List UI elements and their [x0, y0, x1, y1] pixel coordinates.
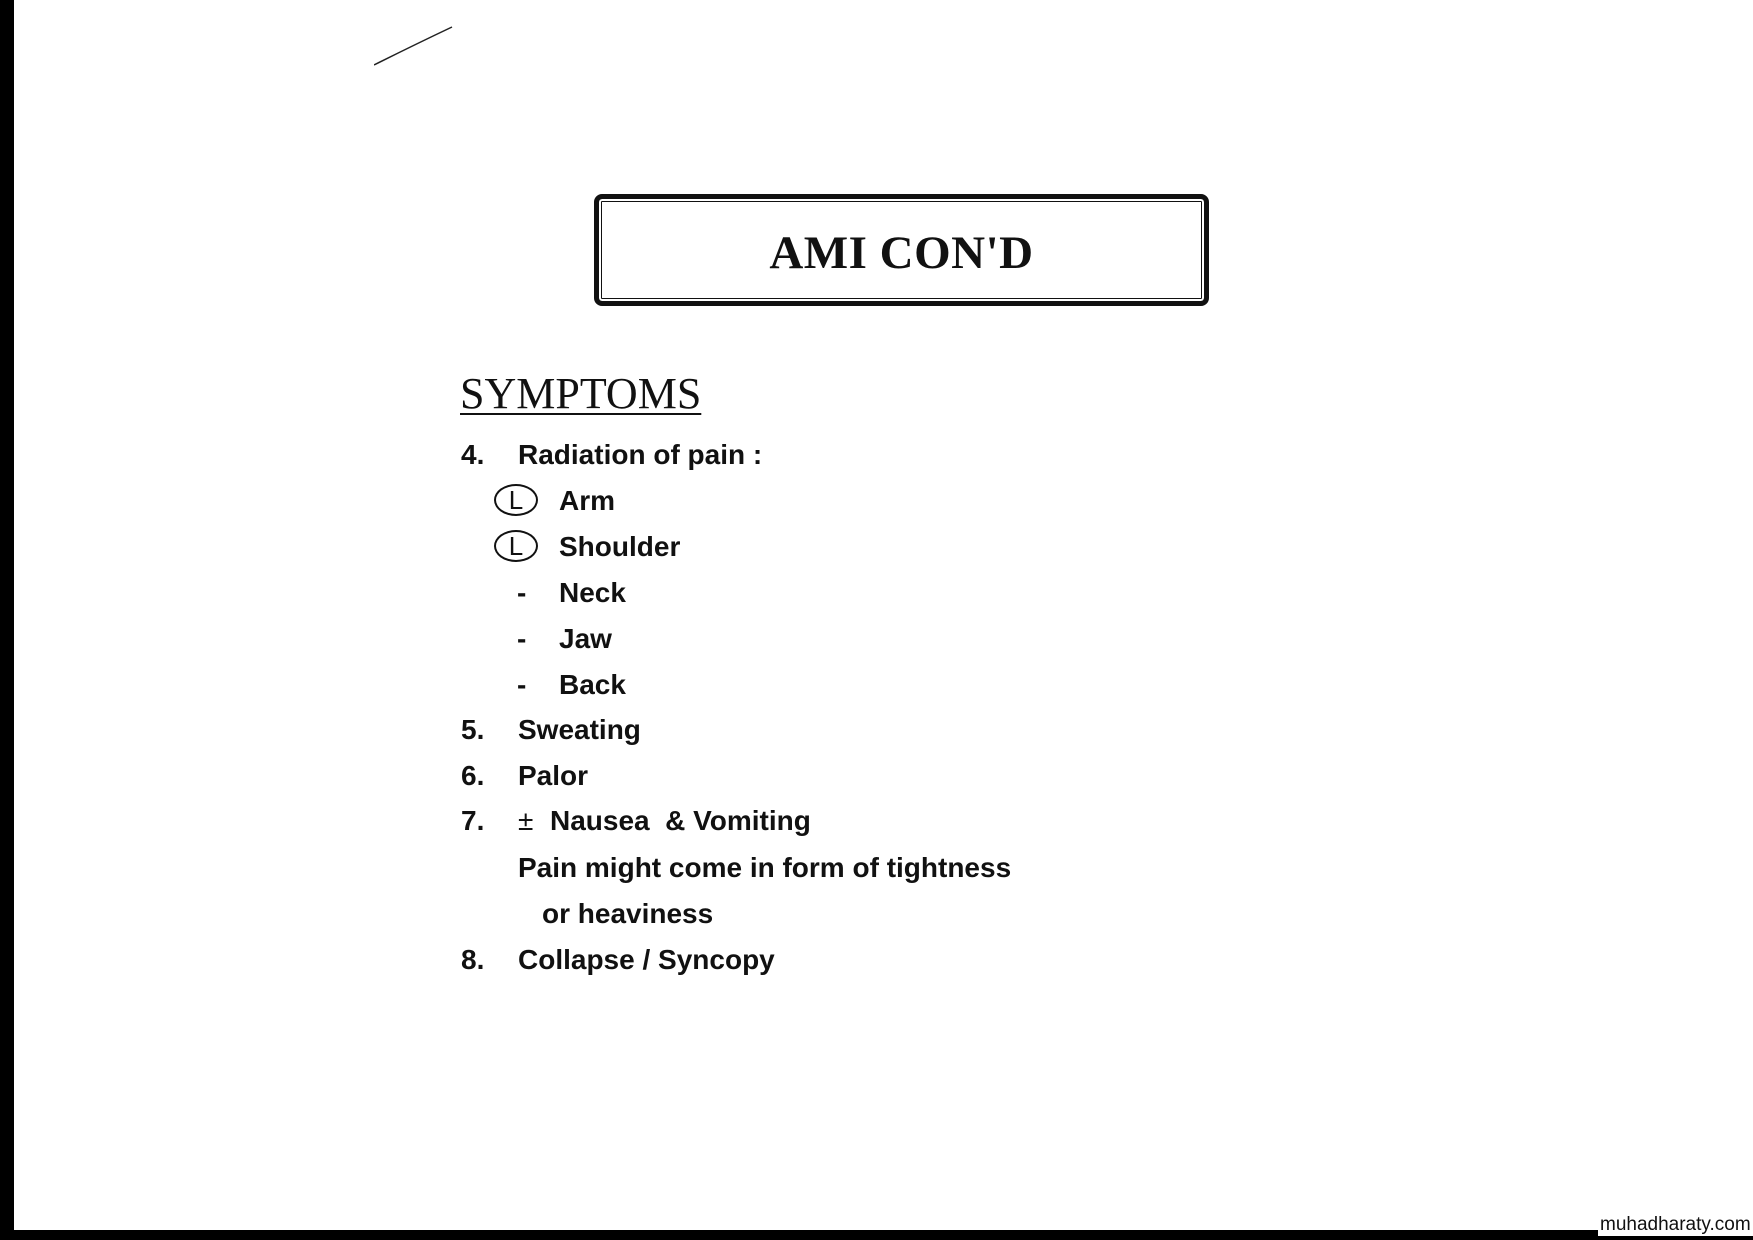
scanned-page	[14, 0, 1753, 1230]
item-text: Collapse / Syncopy	[518, 944, 775, 975]
pen-stroke	[374, 25, 454, 70]
item-text: Radiation of pain :	[518, 439, 763, 470]
sub-item-text: Shoulder	[559, 531, 681, 562]
dash-marker: -	[517, 669, 527, 700]
item-text: Nausea & Vomiting	[550, 805, 811, 836]
item-text: Palor	[518, 760, 589, 791]
sub-item-text: Neck	[559, 577, 626, 608]
dash-marker: -	[517, 623, 527, 654]
item-number: 6.	[461, 760, 485, 791]
item-number: 7.	[461, 805, 485, 836]
sub-item-text: Arm	[559, 485, 616, 516]
item-number: 8.	[461, 944, 485, 975]
circled-l-icon: L	[494, 484, 538, 516]
title-box	[594, 194, 1209, 306]
sub-item-text: Jaw	[559, 623, 612, 654]
plus-minus-symbol: ±	[518, 805, 534, 836]
item-number: 5.	[461, 714, 485, 745]
watermark: muhadharaty.com	[1600, 1214, 1751, 1235]
circled-l-icon: L	[494, 530, 538, 562]
note-text: or heaviness	[542, 898, 714, 929]
sub-item-text: Back	[559, 669, 626, 700]
dash-marker: -	[517, 577, 527, 608]
section-heading: SYMPTOMS	[460, 369, 702, 418]
note-text: Pain might come in form of tightness	[518, 852, 1012, 883]
item-text: Sweating	[518, 714, 641, 745]
page-title: AMI CON'D	[769, 227, 1034, 279]
item-number: 4.	[461, 439, 485, 470]
